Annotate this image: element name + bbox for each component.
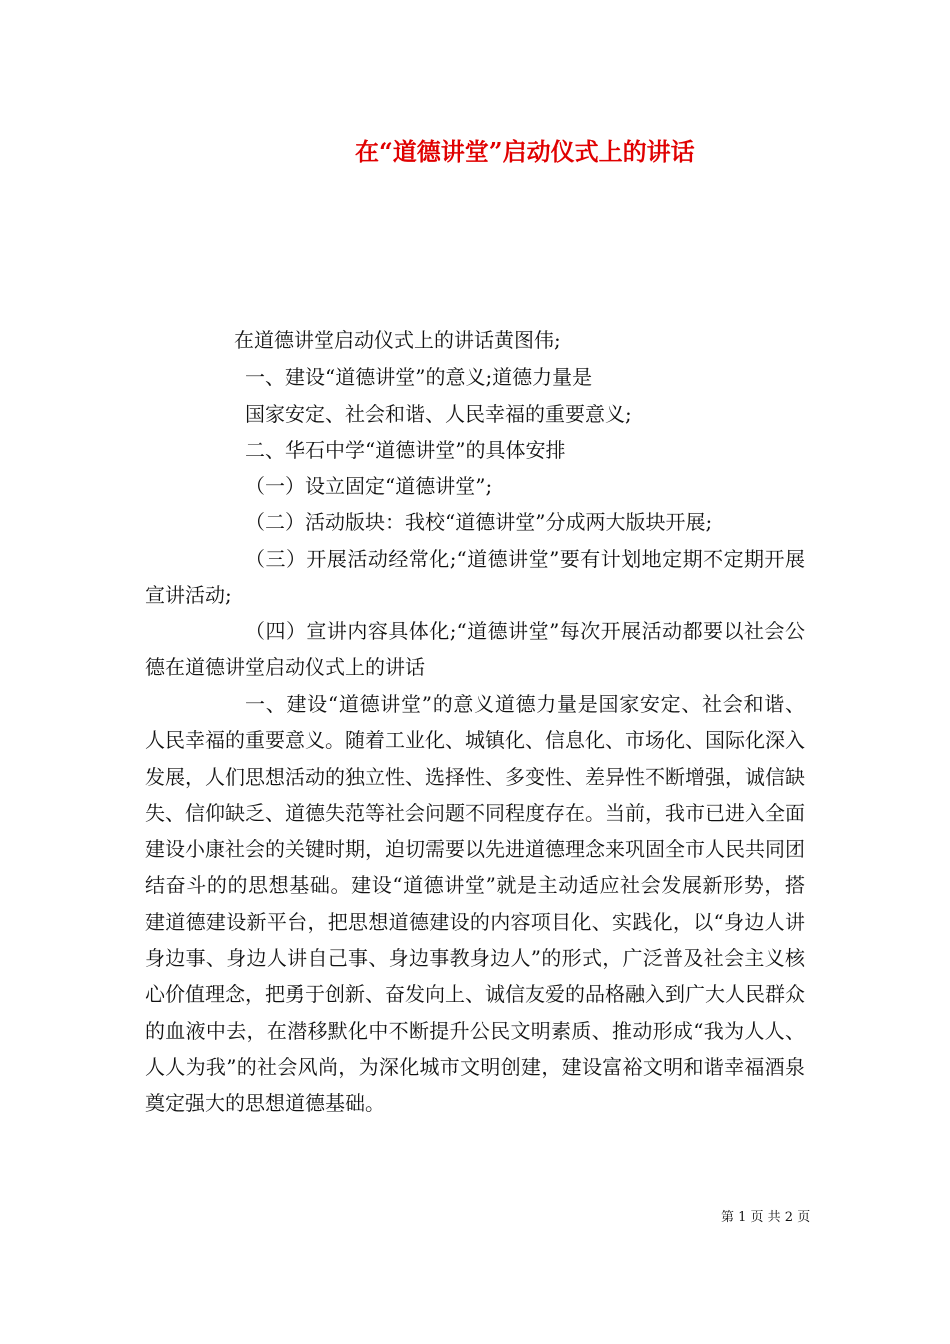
paragraph: 一、建设“道德讲堂”的意义道德力量是国家安定、社会和谐、人民幸福的重要意义。随着工业化、城镇化、信息化、市场化、国际化深入发展，人们思想活动的独立性、选择性、多变性、差异性不断增强，诚信缺失、信仰缺乏、道德失范等社会问题不同程度存在。当前，我市已进入全面建设小康社会的关键时期，迫切需要以先进道德理念来巩固全市人民共同团结奋斗的的思想基础。建设“道德讲堂”就是主动适应社会发展新形势，搭建道德建设新平台，把思想道德建设的内容项目化、实践化，以“身边人讲身边事、身边人讲自己事、身边事教身边人”的形式，广泛普及社会主义核心价值理念，把勇于创新、奋发向上、诚信友爱的品格融入到广大人民群众的血液中去，在潜移默化中不断提升公民文明素质、推动形成“我为人人、人人为我”的社会风尚，为深化城市文明创建，建设富裕文明和谐幸福酒泉奠定强大的思想道德基础。 — [145, 692, 805, 1116]
paragraph: （四）宣讲内容具体化;“道德讲堂”每次开展活动都要以社会公德在道德讲堂启动仪式上的讲话 — [145, 619, 805, 680]
paragraph-block — [145, 613, 805, 686]
text-line: 国家安定、社会和谐、人民幸福的重要意义; — [245, 402, 632, 426]
page-number: 第 1 页 共 2 页 — [721, 1210, 811, 1225]
text-line: 在道德讲堂启动仪式上的讲话黄图伟; — [234, 328, 561, 352]
paragraph-block — [145, 541, 805, 614]
paragraph-block — [145, 686, 805, 1122]
text-line: （一）设立固定“道德讲堂”; — [245, 474, 493, 498]
text-line: 一、建设“道德讲堂”的意义;道德力量是 — [245, 365, 593, 389]
paragraph: （三）开展活动经常化;“道德讲堂”要有计划地定期不定期开展宣讲活动; — [145, 547, 805, 608]
text-line: 二、华石中学“道德讲堂”的具体安排 — [245, 438, 566, 462]
text-line: （二）活动版块：我校“道德讲堂”分成两大版块开展; — [245, 510, 713, 534]
document-title: 在“道德讲堂”启动仪式上的讲话 — [355, 137, 695, 166]
